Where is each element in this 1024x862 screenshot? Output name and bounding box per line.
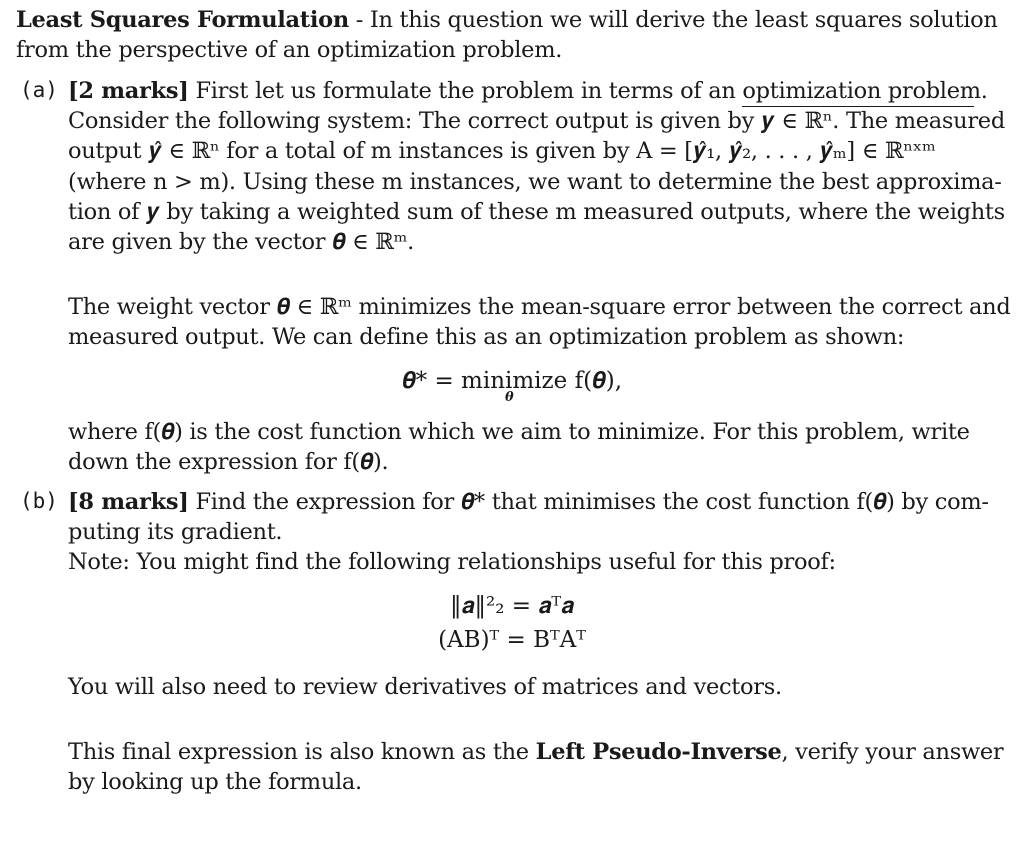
part-b-line-5-pre: This final expression is also known as the — [68, 739, 536, 765]
part-a-line-4: (where n > m). Using these m instances, we want to determine the best approxima- — [68, 169, 1002, 195]
equation-subscript: 𝜽 — [505, 390, 514, 405]
part-a-para2-line-1: The weight vector 𝜽 ∈ ℝᵐ minimizes the mean-square error between the correct and — [68, 294, 1011, 320]
part-a-line-5: tion of 𝒚 by taking a weighted sum of these m measured outputs, where the weights — [68, 199, 1005, 225]
intro-text: - In this question we will derive the least squares solution — [348, 7, 998, 33]
part-b-line-5-post: , verify your answer — [781, 739, 1004, 765]
transpose-identity: (AB)ᵀ = BᵀAᵀ — [438, 627, 586, 653]
part-a-line-2: Consider the following system: The correct output is given by 𝒚 ∈ ℝⁿ. The measured — [68, 108, 1005, 134]
part-a-line-3: output 𝒚̂ ∈ ℝⁿ for a total of m instances is given by A = [𝒚̂₁, 𝒚̂₂, . . . , 𝒚̂ₘ] ∈ ℝⁿˣᵐ — [68, 138, 936, 164]
part-a-para2-line-2: measured output. We can define this as an optimization problem as shown: — [68, 324, 905, 350]
part-b-line-3: Note: You might find the following relationships useful for this proof: — [68, 549, 836, 575]
part-a-para3-line-2: down the expression for f(𝜽). — [68, 449, 389, 475]
part-b-marks: [8 marks] — [68, 489, 189, 515]
intro-line-1 — [16, 6, 998, 34]
part-b-line-1 — [68, 488, 989, 516]
part-a-line-6: are given by the vector 𝜽 ∈ ℝᵐ. — [68, 229, 414, 255]
norm-identity: ‖𝒂‖²₂ = 𝒂ᵀ𝒂 — [449, 593, 575, 619]
part-a-para3-line-1: where f(𝜽) is the cost function which we aim to minimize. For this problem, write — [68, 419, 970, 445]
part-b-line-6: by looking up the formula. — [68, 769, 362, 795]
part-b-line-2: puting its gradient. — [68, 519, 283, 545]
part-b-line-4: You will also need to review derivatives of matrices and vectors. — [68, 674, 782, 700]
part-a-line-1 — [68, 77, 988, 105]
part-a-text-1: First let us formulate the problem in terms of an optimization problem. — [195, 78, 988, 104]
question-title: Least Squares Formulation — [16, 7, 349, 33]
part-b-label: (b) — [20, 489, 58, 513]
part-b-text-1: Find the expression for 𝜽* that minimises the cost function f(𝜽) by com- — [195, 489, 989, 515]
left-pseudo-inverse-term: Left Pseudo-Inverse — [535, 739, 782, 765]
part-a-label: (a) — [20, 78, 58, 102]
part-b-line-5 — [68, 738, 1003, 766]
optimization-equation: 𝜽* = minimize f(𝜽), — [401, 368, 623, 394]
intro-line-2: from the perspective of an optimization problem. — [16, 37, 563, 63]
part-a-marks: [2 marks] — [68, 78, 189, 104]
